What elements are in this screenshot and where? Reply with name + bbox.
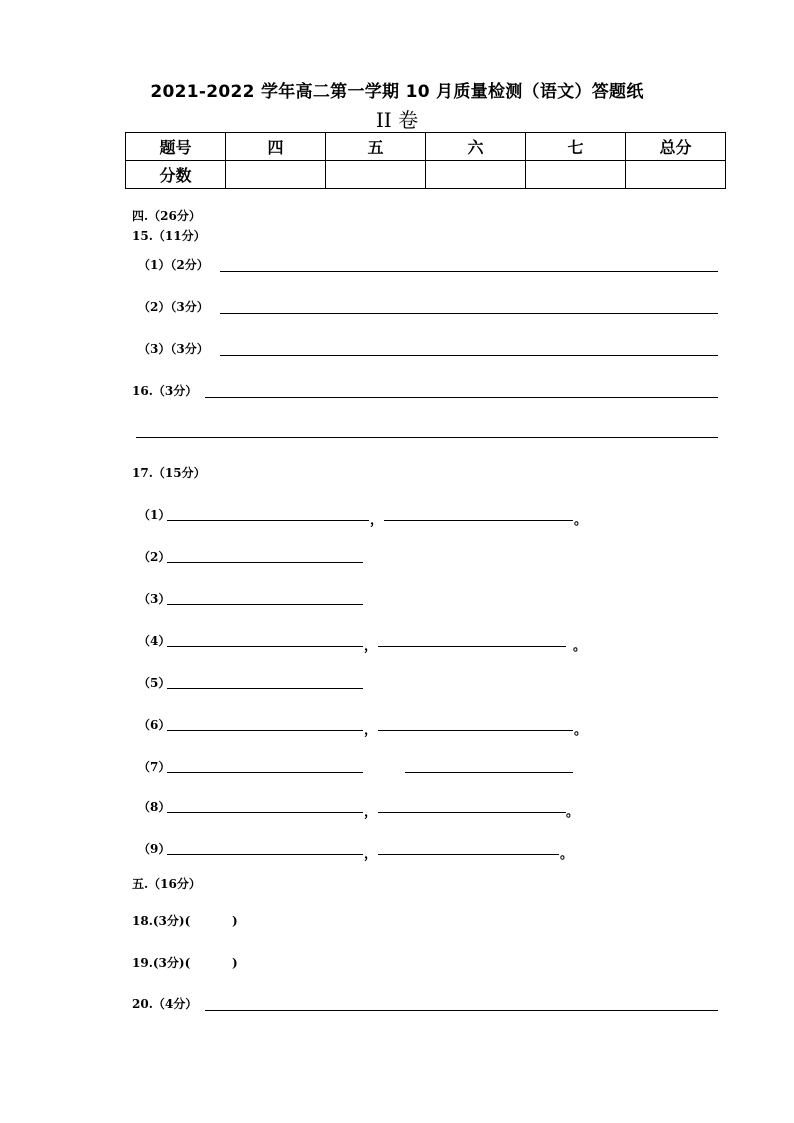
- q17-item6-line-a[interactable]: [167, 730, 363, 731]
- score-cell-seven[interactable]: [526, 161, 626, 189]
- q17-item4-comma: ，: [364, 639, 378, 654]
- q17-item2-label: （2）: [138, 550, 171, 564]
- score-cell-total[interactable]: [626, 161, 726, 189]
- q15-part2-answer-line[interactable]: [220, 313, 718, 314]
- q19-label: 19.(3分)( ): [132, 956, 238, 970]
- q17-item1-line-b[interactable]: [384, 520, 573, 521]
- q17-item3-line[interactable]: [167, 604, 363, 605]
- score-table-score-row: [126, 161, 726, 189]
- section-four-label: 四.（26分）: [132, 209, 201, 223]
- page-subtitle: II 卷: [375, 108, 419, 132]
- q15-part1-label: （1）（2分）: [138, 258, 209, 272]
- q17-item8-label: （8）: [138, 800, 171, 814]
- q16-answer-line-2[interactable]: [136, 437, 718, 438]
- score-cell-four[interactable]: [226, 161, 326, 189]
- q17-label: 17.（15分）: [132, 466, 206, 480]
- q17-item4-period: 。: [573, 639, 587, 654]
- q16-label: 16.（3分）: [132, 384, 198, 398]
- score-cell-five[interactable]: [326, 161, 426, 189]
- q17-item9-line-a[interactable]: [167, 854, 363, 855]
- q17-item6-period: 。: [574, 723, 588, 738]
- q15-label: 15.（11分）: [132, 229, 206, 243]
- q17-item6-comma: ，: [364, 723, 378, 738]
- q17-item7-line-a[interactable]: [167, 772, 363, 773]
- q18-label: 18.(3分)( ): [132, 914, 238, 928]
- page-title: 2021-2022 学年高二第一学期 10 月质量检测（语文）答题纸: [150, 82, 644, 102]
- q17-item1-comma: ，: [370, 513, 384, 528]
- header-cell-five: 五: [326, 133, 426, 161]
- score-table: [125, 132, 726, 189]
- header-cell-four: 四: [226, 133, 326, 161]
- header-cell-six: 六: [426, 133, 526, 161]
- q17-item8-period: 。: [566, 805, 580, 820]
- q17-item6-label: （6）: [138, 718, 171, 732]
- q15-part3-label: （3）（3分）: [138, 342, 209, 356]
- q17-item5-label: （5）: [138, 676, 171, 690]
- q20-answer-line[interactable]: [205, 1010, 718, 1011]
- q17-item4-line-b[interactable]: [378, 646, 566, 647]
- score-cell-six[interactable]: [426, 161, 526, 189]
- q20-label: 20.（4分）: [132, 997, 198, 1011]
- header-cell-seven: 七: [526, 133, 626, 161]
- q17-item8-comma: ，: [364, 805, 378, 820]
- q17-item5-line[interactable]: [167, 688, 363, 689]
- q17-item9-line-b[interactable]: [378, 854, 559, 855]
- q17-item1-label: （1）: [138, 508, 171, 522]
- score-table-header-row: [126, 133, 726, 161]
- q17-item3-label: （3）: [138, 592, 171, 606]
- q17-item7-line-b[interactable]: [405, 772, 573, 773]
- header-cell-question-no: 题号: [126, 133, 226, 161]
- q16-answer-line-1[interactable]: [205, 397, 718, 398]
- q17-item9-period: 。: [560, 847, 574, 862]
- q17-item7-label: （7）: [138, 760, 171, 774]
- q17-item8-line-a[interactable]: [167, 812, 363, 813]
- q17-item1-period: 。: [574, 513, 588, 528]
- section-five-label: 五.（16分）: [132, 877, 201, 891]
- q17-item4-label: （4）: [138, 634, 171, 648]
- q17-item1-line-a[interactable]: [167, 520, 369, 521]
- q17-item2-line[interactable]: [167, 562, 363, 563]
- q17-item6-line-b[interactable]: [378, 730, 573, 731]
- header-cell-total: 总分: [626, 133, 726, 161]
- q15-part3-answer-line[interactable]: [220, 355, 718, 356]
- q17-item9-comma: ，: [364, 847, 378, 862]
- q17-item8-line-b[interactable]: [378, 812, 566, 813]
- q15-part1-answer-line[interactable]: [220, 271, 718, 272]
- q17-item4-line-a[interactable]: [167, 646, 363, 647]
- q17-item9-label: （9）: [138, 842, 171, 856]
- score-row-label: 分数: [126, 161, 226, 189]
- q15-part2-label: （2）（3分）: [138, 300, 209, 314]
